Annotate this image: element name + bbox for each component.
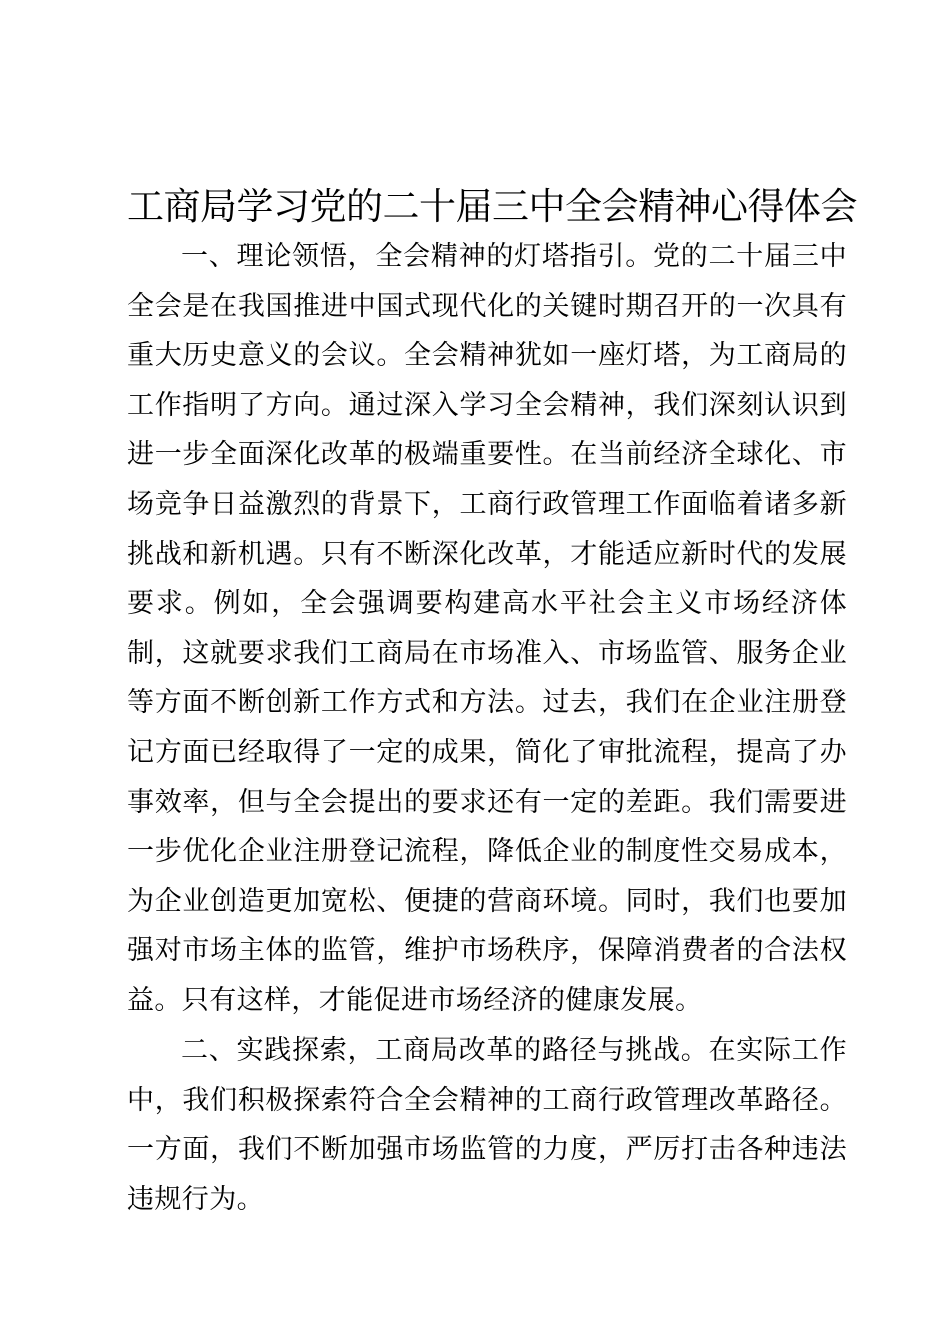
paragraph-practice: 二、实践探索，工商局改革的路径与挑战。在实际工作中，我们积极探索符合全会精神的工商行政管理改革路径。一方面，我们不断加强市场监管的力度，严厉打击各种违法违规行为。 xyxy=(127,1035,847,1215)
paragraph-theory: 一、理论领悟，全会精神的灯塔指引。党的二十届三中全会是在我国推进中国式现代化的关键时期召开的一次具有重大历史意义的会议。全会精神犹如一座灯塔，为工商局的工作指明了方向。通过深入学习全会精神，我们深刻认识到进一步全面深化改革的极端重要性。在当前经济全球化、市场竞争日益激烈的背景下，工商行政管理工作面临着诸多新挑战和新机遇。只有不断深化改革，才能适应新时代的发展要求。例如，全会强调要构建高水平社会主义市场经济体制，这就要求我们工商局在市场准入、市场监管、服务企业等方面不断创新工作方式和方法。过去，我们在企业注册登记方面已经取得了一定的成果，简化了审批流程，提高了办事效率，但与全会提出的要求还有一定的差距。我们需要进一步优化企业注册登记流程，降低企业的制度性交易成本，为企业创造更加宽松、便捷的营商环境。同时，我们也要加强对市场主体的监管，维护市场秩序，保障消费者的合法权益。只有这样，才能促进市场经济的健康发展。 xyxy=(127,241,847,1016)
document-title: 工商局学习党的二十届三中全会精神心得体会 xyxy=(127,185,857,228)
